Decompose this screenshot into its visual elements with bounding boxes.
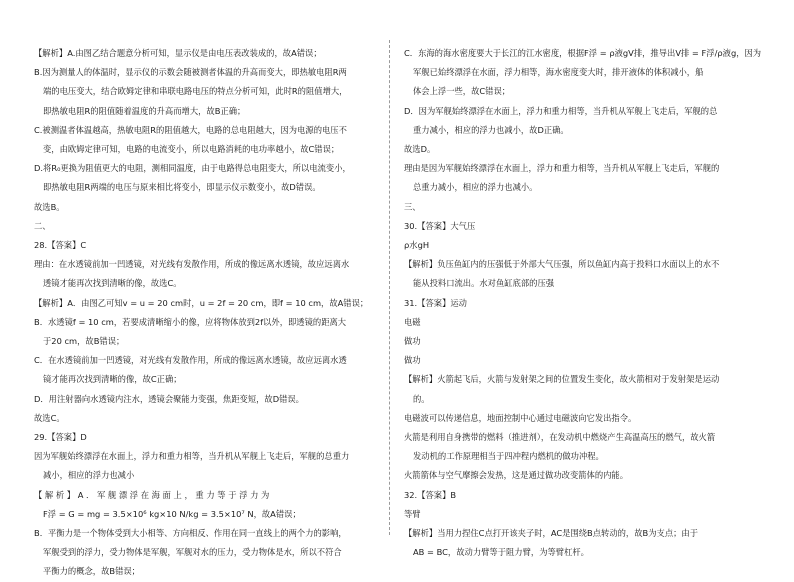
left-column <box>34 44 374 582</box>
text-line: 故选B。 <box>34 201 65 212</box>
text-line: 发动机的工作原理相当于四冲程内燃机的做功冲程。 <box>413 451 604 462</box>
text-line: 【解析】A.由图乙结合题意分析可知，显示仪是由电压表改装成的，故A错误； <box>34 48 322 58</box>
text-line: 即热敏电阻R两端的电压与原来相比将变小，即显示仪示数变小，故D错误。 <box>43 182 321 193</box>
text-line: 28.【答案】C <box>34 240 87 251</box>
text-line: 【解析】当用力捏住C点打开该夹子时，AC是围绕B点转动的，故B为支点；由于 <box>404 528 699 539</box>
text-line: C．东海的海水密度要大于长江的江水密度，根据F浮 = ρ液gV排，推导出V排 = F浮/ρ液g，因为 <box>404 48 762 58</box>
text-line: 镜才能再次找到清晰的像，故C正确； <box>43 374 182 385</box>
text-line: 即热敏电阻R的阻值随着温度的升高而增大，故B正确； <box>43 105 246 116</box>
text-line: 火箭箭体与空气摩擦会发热，这是通过做功改变箭体的内能。 <box>404 470 629 481</box>
text-line: F浮 = G = mg = 3.5×10⁶ kg×10 N/kg = 3.5×10⁷ N，故A错误； <box>43 508 301 519</box>
text-line: D．因为军舰始终漂浮在水面上，浮力和重力相等，当升机从军舰上飞走后，军舰的总 <box>404 105 718 116</box>
text-line: 于20 cm，故B错误； <box>43 336 125 347</box>
right-column <box>404 44 764 562</box>
text-line: 【解析】负压鱼缸内的压强低于外部大气压强，所以鱼缸内高于投料口水面以上的水不 <box>404 259 720 270</box>
text-line: 【 解 析 】 A ． 军 舰 漂 浮 在 海 面 上 ， 重 力 等 于 浮 力 为 <box>34 489 270 500</box>
text-line: 【解析】火箭起飞后，火箭与发射架之间的位置发生变化，故火箭相对于发射架是运动 <box>404 374 720 385</box>
text-line: 做功 <box>404 355 421 366</box>
text-line: B．平衡力是一个物体受到大小相等、方向相反、作用在同一直线上的两个力的影响， <box>34 528 347 539</box>
text-line: 体会上浮一些，故C错误； <box>413 86 511 97</box>
text-line: C.被测温者体温越高，热敏电阻R的阻值越大，电路的总电阻越大，因为电源的电压不 <box>34 124 347 135</box>
text-line: 能从投料口流出。水对鱼缸底部的压强 <box>413 278 555 289</box>
text-line: D．用注射器向水透镜内注水，透镜会聚能力变强，焦距变短，故D错误。 <box>34 393 304 404</box>
text-line: 理由：在水透镜前加一凹透镜，对光线有发散作用，所成的像远离水透镜，故应远离水 <box>34 259 350 270</box>
text-line: AB = BC，故动力臂等于阻力臂，为等臂杠杆。 <box>413 547 589 558</box>
text-line: 减小，相应的浮力也减小 <box>43 470 135 481</box>
text-line: 30.【答案】大气压 <box>404 220 476 231</box>
text-line: 总重力减小，相应的浮力也减小。 <box>413 182 538 193</box>
text-line: 二、 <box>34 220 51 231</box>
text-line: C．在水透镜前加一凹透镜，对光线有发散作用，所成的像远离水透镜，故应远离水透 <box>34 355 347 366</box>
text-line: 军舰已始终漂浮在水面，浮力相等，海水密度变大时，排开液体的体积减小，船 <box>413 67 704 78</box>
text-line: 【解析】A．由图乙可知v = u = 20 cm时，u = 2f = 20 cm，即f = 10 cm，故A错误； <box>34 297 369 308</box>
text-line: 31.【答案】运动 <box>404 297 467 308</box>
text-line: 透镜才能再次找到清晰的像，故选C。 <box>43 278 182 289</box>
text-line: 军舰受到的浮力，受力物体是军舰，军舰对水的压力，受力物体是水，所以不符合 <box>43 547 342 558</box>
text-line: 的。 <box>413 393 430 404</box>
text-line: 电磁 <box>404 316 421 327</box>
text-line: 29.【答案】D <box>34 432 87 443</box>
text-line: 理由是因为军舰始终漂浮在水面上，浮力和重力相等，当升机从军舰上飞走后，军舰的 <box>404 163 720 174</box>
text-line: 平衡力的概念，故B错误； <box>43 566 140 577</box>
text-line: 端的电压变大，结合欧姆定律和串联电路电压的特点分析可知，此时R的阻值增大， <box>43 86 348 97</box>
text-line: B．水透镜f = 10 cm，若要成清晰缩小的像，应将物体放到2f以外，即透镜的距离大 <box>34 316 347 327</box>
text-line: ρ水gH <box>404 240 430 251</box>
text-line: 变，由欧姆定律可知，电路的电流变小，所以电路消耗的电功率越小，故C错误； <box>43 144 340 155</box>
text-line: B.因为测量人的体温时，显示仪的示数会随被测者体温的升高而变大，即热敏电阻R两 <box>34 67 347 78</box>
text-line: 因为军舰始终漂浮在水面上，浮力和重力相等，当升机从军舰上飞走后，军舰的总重力 <box>34 451 350 462</box>
text-line: D.将R₀更换为阻值更大的电阻，测相同温度，由于电路得总电阻变大，所以电流变小， <box>34 163 351 174</box>
text-line: 做功 <box>404 336 421 347</box>
text-line: 故选D。 <box>404 144 436 155</box>
text-line: 三、 <box>404 201 421 212</box>
text-line: 火箭是利用自身携带的燃料（推进剂），在发动机中燃烧产生高温高压的燃气，故火箭 <box>404 432 716 443</box>
text-line: 故选C。 <box>34 412 65 423</box>
text-line: 重力减小，相应的浮力也减小，故D正确。 <box>413 124 569 135</box>
text-line: 32.【答案】B <box>404 489 457 500</box>
text-line: 等臂 <box>404 508 421 519</box>
column-divider <box>389 40 390 535</box>
text-line: 电磁波可以传递信息，地面控制中心通过电磁波向它发出指令。 <box>404 412 637 423</box>
